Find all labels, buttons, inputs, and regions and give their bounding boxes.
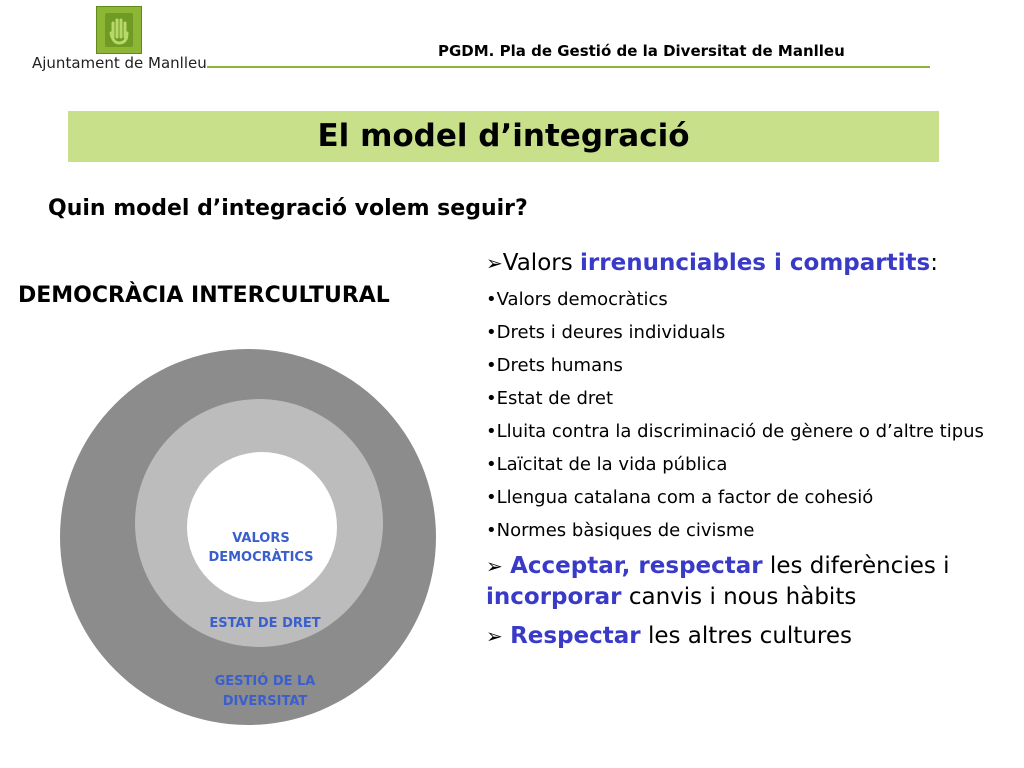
arrow-marker-icon: ➢ — [486, 554, 503, 578]
header-divider — [207, 66, 930, 68]
outer-label-line2: DIVERSITAT — [222, 694, 308, 709]
list-item: •Laïcitat de la vida pública — [486, 454, 728, 475]
bullet-icon: • — [486, 487, 497, 508]
inner-label-line2: DEMOCRÀTICS — [208, 550, 314, 565]
inner-label-line1: VALORS — [232, 531, 290, 546]
bullet-icon: • — [486, 289, 497, 310]
integration-diagram — [60, 349, 436, 729]
list-item: •Normes bàsiques de civisme — [486, 520, 755, 541]
bullet-icon: • — [486, 421, 497, 442]
model-name: DEMOCRÀCIA INTERCULTURAL — [18, 283, 390, 308]
document-title: PGDM. Pla de Gestió de la Diversitat de Manlleu — [438, 42, 845, 60]
arrow-marker-icon: ➢ — [486, 251, 503, 275]
principle-respect: ➢ Respectar les altres cultures — [486, 623, 852, 649]
list-item: •Llengua catalana com a factor de cohesió — [486, 487, 874, 508]
list-item: •Lluita contra la discriminació de gènere o d’altre tipus — [486, 421, 984, 442]
bullet-icon: • — [486, 454, 497, 475]
title-band — [68, 111, 939, 162]
bullet-icon: • — [486, 520, 497, 541]
bullet-icon: • — [486, 322, 497, 343]
values-intro: ➢Valors irrenunciables i compartits: — [486, 250, 938, 276]
list-item: •Drets humans — [486, 355, 623, 376]
hand-emblem-icon — [97, 7, 141, 53]
slide-title: El model d’integració — [317, 118, 690, 154]
list-item: •Valors democràtics — [486, 289, 668, 310]
municipal-logo — [96, 6, 142, 54]
inner-circle — [187, 452, 337, 602]
bullet-icon: • — [486, 355, 497, 376]
list-item: •Drets i deures individuals — [486, 322, 726, 343]
bullet-icon: • — [486, 388, 497, 409]
middle-label: ESTAT DE DRET — [209, 616, 321, 631]
org-name: Ajuntament de Manlleu — [32, 54, 207, 72]
outer-label-line1: GESTIÓ DE LA — [214, 674, 316, 689]
values-panel — [486, 248, 1014, 652]
list-item: •Estat de dret — [486, 388, 614, 409]
question-heading: Quin model d’integració volem seguir? — [48, 196, 528, 221]
arrow-marker-icon: ➢ — [486, 624, 503, 648]
principle-accept: ➢ Acceptar, respectar les diferències i incorporar canvis i nous hàbits — [486, 553, 950, 610]
